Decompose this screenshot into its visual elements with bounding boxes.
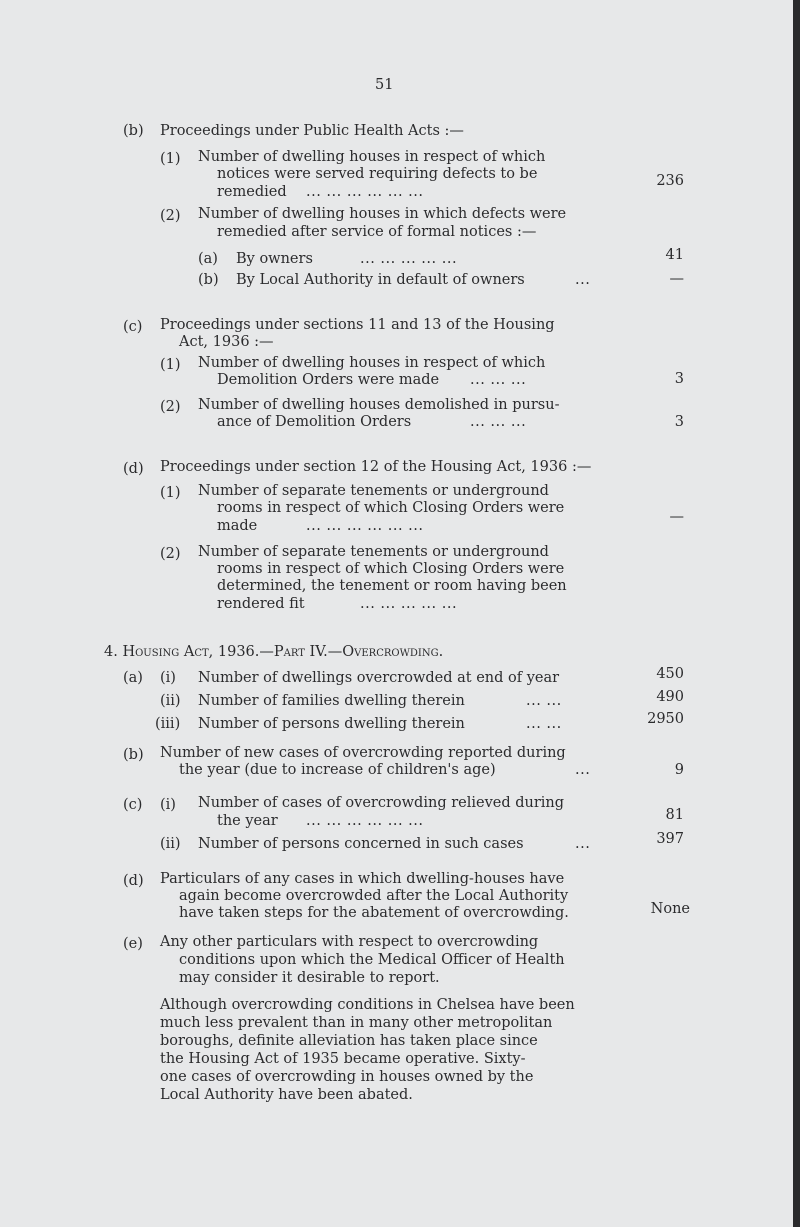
4b-value: 9	[674, 762, 684, 778]
d1-line1: Number of separate tenements or underground	[198, 483, 549, 499]
d2-line1: Number of separate tenements or underground	[198, 544, 549, 560]
b2b-label: By Local Authority in default of owners	[236, 272, 525, 288]
d1-marker: (1)	[160, 485, 181, 501]
b2a-leader-dots: ... ... ... ... ...	[360, 251, 458, 267]
d1-leader-dots: ... ... ... ... ... ...	[306, 518, 424, 534]
b2b-value: —	[669, 271, 684, 287]
d2-leader-dots: ... ... ... ... ...	[360, 596, 458, 612]
4a-iii-label: Number of persons dwelling therein	[198, 716, 465, 732]
4b-line2: the year (due to increase of children's age)	[179, 762, 496, 778]
c2-line1: Number of dwelling houses demolished in pursu-	[198, 397, 560, 413]
4-para-line1: Although overcrowding conditions in Chelsea have been	[160, 997, 575, 1013]
4c-i-line2: the year	[217, 813, 278, 829]
section-d-marker: (d)	[123, 461, 144, 477]
4d-marker: (d)	[123, 873, 144, 889]
4-para-line2: much less prevalent than in many other metropolitan	[160, 1015, 553, 1031]
4d-line3: have taken steps for the abatement of overcrowding.	[179, 905, 569, 921]
4a-marker: (a)	[123, 670, 143, 686]
4e-line2: conditions upon which the Medical Officer of Health	[179, 952, 565, 968]
c1-marker: (1)	[160, 357, 181, 373]
page-number: 51	[375, 77, 394, 93]
c1-line2: Demolition Orders were made	[217, 372, 440, 388]
c2-line2: ance of Demolition Orders	[217, 414, 412, 430]
4e-marker: (e)	[123, 936, 143, 952]
4a-iii-marker: (iii)	[155, 716, 181, 732]
b2-line2: remedied after service of formal notices :—	[217, 224, 537, 240]
c2-marker: (2)	[160, 399, 181, 415]
4c-i-line1: Number of cases of overcrowding relieved during	[198, 795, 565, 811]
b2a-label: By owners	[236, 251, 313, 267]
section-b-heading: Proceedings under Public Health Acts :—	[160, 123, 464, 139]
d1-line3: made	[217, 518, 258, 534]
d2-line3: determined, the tenement or room having been	[217, 578, 567, 594]
d2-line4: rendered fit	[217, 596, 305, 612]
b1-line3: remedied	[217, 184, 287, 200]
b2-marker: (2)	[160, 208, 181, 224]
section-b-marker: (b)	[123, 123, 144, 139]
c1-value: 3	[674, 371, 684, 387]
4a-i-marker: (i)	[160, 670, 176, 686]
4a-i-label: Number of dwellings overcrowded at end of year	[198, 670, 560, 686]
d2-line2: rooms in respect of which Closing Orders were	[217, 561, 565, 577]
4b-line1: Number of new cases of overcrowding reported during	[160, 745, 566, 761]
4c-i-leader-dots: ... ... ... ... ... ...	[306, 813, 424, 829]
b1-leader-dots: ... ... ... ... ... ...	[306, 184, 424, 200]
c2-leader-dots: ... ... ...	[470, 414, 527, 430]
4a-ii-value: 490	[656, 689, 684, 705]
4e-line1: Any other particulars with respect to overcrowding	[160, 934, 539, 950]
4a-ii-leader-dots: ... ...	[526, 693, 562, 709]
4-para-line5: one cases of overcrowding in houses owned by the	[160, 1069, 534, 1085]
c2-value: 3	[674, 414, 684, 430]
section-4-heading: 4. Housing Act, 1936.—Part IV.—Overcrowding.	[104, 644, 444, 660]
d1-line2: rooms in respect of which Closing Orders were	[217, 500, 565, 516]
4c-marker: (c)	[123, 797, 143, 813]
d1-value: —	[669, 509, 684, 525]
4-para-line6: Local Authority have been abated.	[160, 1087, 413, 1103]
section-c-line2: Act, 1936 :—	[179, 334, 274, 350]
b1-value: 236	[656, 173, 684, 189]
4a-ii-marker: (ii)	[160, 693, 181, 709]
4d-value: None	[650, 901, 690, 917]
4c-i-marker: (i)	[160, 797, 176, 813]
4a-i-value: 450	[656, 666, 684, 682]
4c-ii-label: Number of persons concerned in such cases	[198, 836, 524, 852]
b2-line1: Number of dwelling houses in which defects were	[198, 206, 567, 222]
page-edge	[793, 0, 800, 1227]
d2-marker: (2)	[160, 546, 181, 562]
4-para-line3: boroughs, definite alleviation has taken place since	[160, 1033, 538, 1049]
4a-ii-label: Number of families dwelling therein	[198, 693, 465, 709]
4c-ii-leader-dots: ...	[575, 836, 591, 852]
c1-line1: Number of dwelling houses in respect of which	[198, 355, 546, 371]
4e-line3: may consider it desirable to report.	[179, 970, 440, 986]
4d-line2: again become overcrowded after the Local Authority	[179, 888, 569, 904]
4c-ii-marker: (ii)	[160, 836, 181, 852]
4b-leader-dots: ...	[575, 762, 591, 778]
4b-marker: (b)	[123, 747, 144, 763]
4-para-line4: the Housing Act of 1935 became operative. Sixty-	[160, 1051, 526, 1067]
4a-iii-value: 2950	[647, 711, 684, 727]
b2b-leader-dots: ...	[575, 272, 591, 288]
b1-marker: (1)	[160, 151, 181, 167]
b2b-marker: (b)	[198, 272, 219, 288]
section-d-heading: Proceedings under section 12 of the Housing Act, 1936 :—	[160, 459, 592, 475]
section-c-line1: Proceedings under sections 11 and 13 of the Housing	[160, 317, 555, 333]
4d-line1: Particulars of any cases in which dwelling-houses have	[160, 871, 565, 887]
4a-iii-leader-dots: ... ...	[526, 716, 562, 732]
4c-i-value: 81	[665, 807, 684, 823]
b2a-value: 41	[665, 247, 684, 263]
b1-line1: Number of dwelling houses in respect of which	[198, 149, 546, 165]
section-c-marker: (c)	[123, 319, 143, 335]
4c-ii-value: 397	[656, 831, 684, 847]
b2a-marker: (a)	[198, 251, 218, 267]
b1-line2: notices were served requiring defects to be	[217, 166, 538, 182]
c1-leader-dots: ... ... ...	[470, 372, 527, 388]
